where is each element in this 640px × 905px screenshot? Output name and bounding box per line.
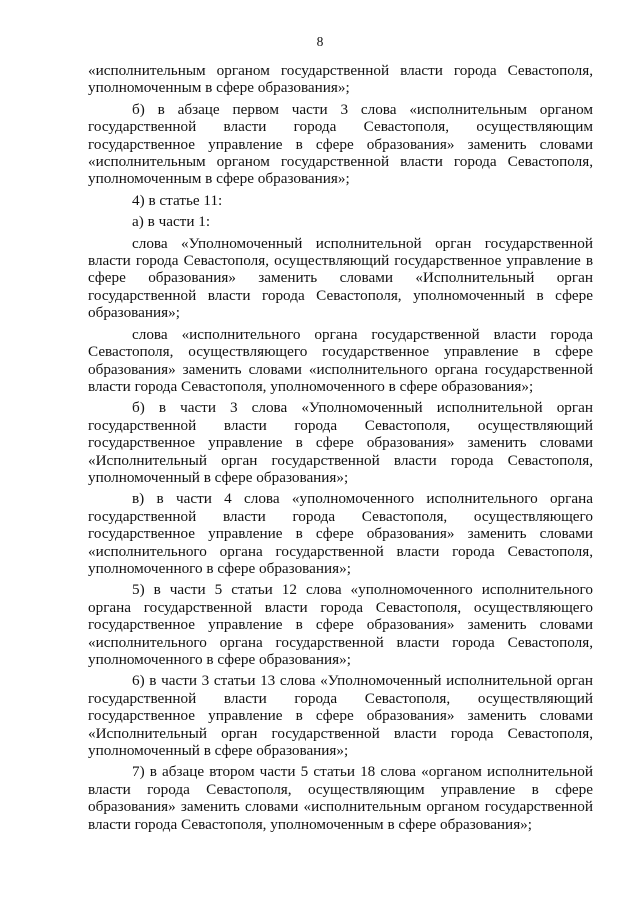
- paragraph-item-b-part-3: б) в части 3 слова «Уполномоченный исполнительной орган государственной власти города Севастополя, осуществляющий государственное управление в сфере образования» заменить словами «Исполнительный орган государственной власти города Севастополя, уполномоченный в сфере образования»;: [88, 399, 593, 486]
- document-body: [88, 62, 593, 837]
- paragraph-item-b: б) в абзаце первом части 3 слова «исполнительным органом государственной власти города Севастополя, осуществляющим государственное управление в сфере образования» заменить словами «исполнительным органом государственной власти города Севастополя, уполномоченным в сфере образования»;: [88, 100, 593, 188]
- paragraph-continuation: «исполнительным органом государственной власти города Севастополя, уполномоченным в сфере образования»;: [88, 62, 593, 97]
- page-number: 8: [316, 34, 324, 49]
- paragraph-item-a: а) в части 1:: [132, 213, 211, 231]
- paragraph-item-5: 5) в части 5 статьи 12 слова «уполномоченного исполнительного органа государственной власти города Севастополя, осуществляющего государственное управление в сфере образования» заменить словами «исполнительного органа государственной власти города Севастополя, уполномоченного в сфере образования»;: [88, 581, 593, 668]
- paragraph-item-4: 4) в статье 11:: [132, 191, 223, 209]
- paragraph-words-1: слова «Уполномоченный исполнительной орган государственной власти города Севастополя, осуществляющий государственное управление в сфере образования» заменить словами «Исполнительный орган государственной власти города Севастополя, уполномоченный в сфере образования»;: [88, 234, 593, 322]
- paragraph-item-6: 6) в части 3 статьи 13 слова «Уполномоченный исполнительной орган государственной власти города Севастополя, осуществляющий государственное управление в сфере образования» заменить словами «Исполнительный орган государственной власти города Севастополя, уполномоченный в сфере образования»;: [88, 672, 593, 760]
- paragraph-words-2: слова «исполнительного органа государственной власти города Севастополя, осуществляющего государственное управление в сфере образования» заменить словами «исполнительного органа государственной власти города Севастополя, уполномоченного в сфере образования»;: [88, 325, 593, 395]
- paragraph-item-v-part-4: в) в части 4 слова «уполномоченного исполнительного органа государственной власти города Севастополя, осуществляющего государственное управление в сфере образования» заменить словами «исполнительного органа государственной власти города Севастополя, уполномоченного в сфере образования»;: [88, 490, 593, 577]
- paragraph-item-7: 7) в абзаце втором части 5 статьи 18 слова «органом исполнительной власти города Севастополя, осуществляющим управление в сфере образования» заменить словами «исполнительным органом государственной власти города Севастополя, уполномоченным в сфере образования»;: [88, 763, 593, 833]
